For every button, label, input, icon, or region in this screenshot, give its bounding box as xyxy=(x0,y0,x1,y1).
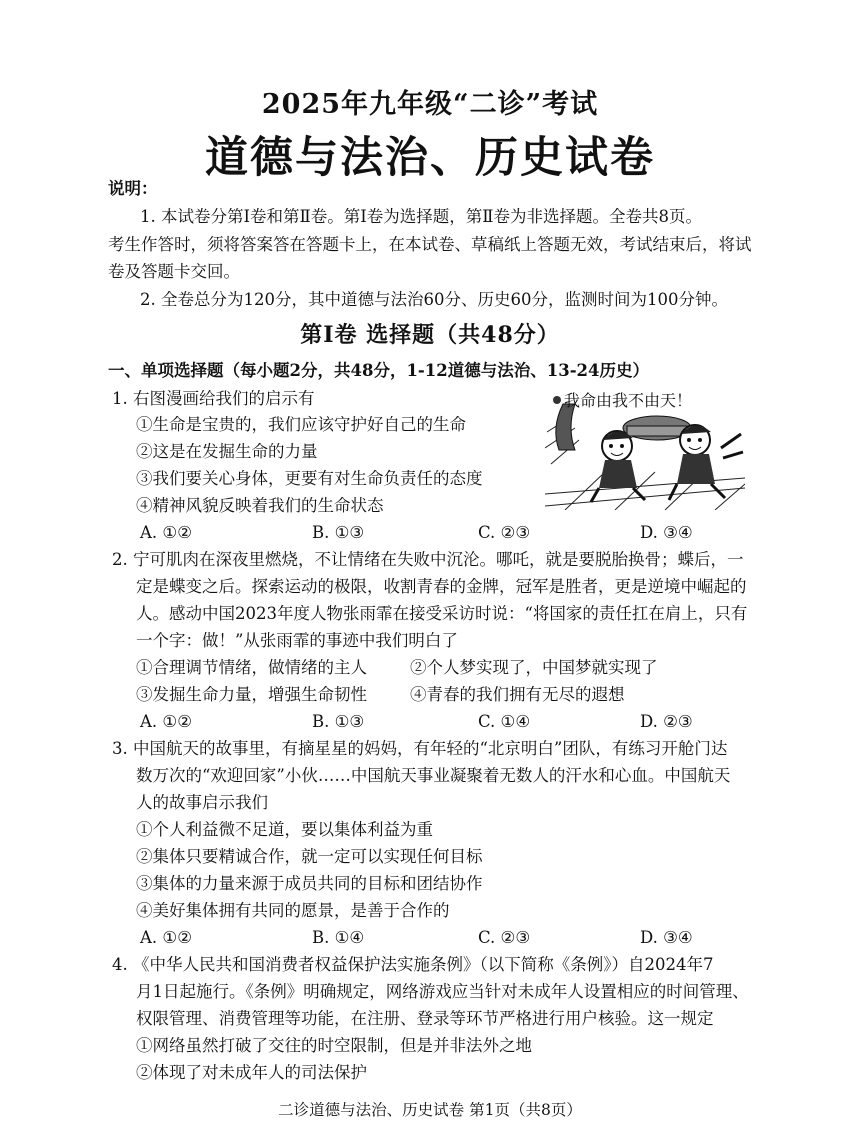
question-1-item: ③我们要关心身体，更要有对生命负责任的态度 xyxy=(136,469,483,488)
question-1-options xyxy=(0,522,860,544)
question-4-item: ②体现了对未成年人的司法保护 xyxy=(136,1063,367,1082)
question-1-item: ②这是在发掘生命的力量 xyxy=(136,442,318,461)
exam-title: 2025年九年级“二诊”考试 xyxy=(261,89,599,120)
option-a: A. ①② xyxy=(140,523,192,542)
option-a: A. ①② xyxy=(140,712,192,731)
option-c: C. ②③ xyxy=(478,523,531,542)
part-heading: 一、单项选择题（每小题2分，共48分，1-12道德与法治、13-24历史） xyxy=(108,361,650,380)
question-3-item: ②集体只要精诚合作，就一定可以实现任何目标 xyxy=(136,847,483,866)
page-footer: 二诊道德与法治、历史试卷 第1页（共8页） xyxy=(278,1101,582,1119)
option-b: B. ①③ xyxy=(312,712,365,731)
question-2-stem: 定是蝶变之后。探索运动的极限，收割青春的金牌，冠军是胜者，更是逆境中崛起的 xyxy=(136,577,747,596)
question-4-stem: 4. 《中华人民共和国消费者权益保护法实施条例》（以下简称《条例》）自2024年7 xyxy=(112,955,714,974)
question-3-item: ④美好集体拥有共同的愿景，是善于合作的 xyxy=(136,901,450,920)
option-c: C. ②③ xyxy=(478,928,531,947)
question-2-item: ②个人梦实现了，中国梦就实现了 xyxy=(410,658,658,677)
exam-subject-title: 道德与法治、历史试卷 xyxy=(205,133,655,183)
section-title: 第Ⅰ卷 选择题（共48分） xyxy=(300,322,560,348)
question-2-stem: 人。感动中国2023年度人物张雨霏在接受采访时说：“将国家的责任扛在肩上，只有 xyxy=(136,604,748,623)
question-3-stem: 人的故事启示我们 xyxy=(136,793,268,812)
notes-line: 2. 全卷总分为120分，其中道德与法治60分、历史60分，监测时间为100分钟。 xyxy=(140,290,728,309)
question-3-item: ①个人利益微不足道，要以集体利益为重 xyxy=(136,820,433,839)
question-2-options xyxy=(0,711,860,733)
option-d: D. ③④ xyxy=(640,928,693,947)
option-d: D. ②③ xyxy=(640,712,693,731)
question-1-item: ①生命是宝贵的，我们应该守护好自己的生命 xyxy=(136,415,466,434)
question-4-stem: 月1日起施行。《条例》明确规定，网络游戏应当针对未成年人设置相应的时间管理、 xyxy=(136,982,749,1001)
question-2-item: ①合理调节情绪，做情绪的主人 xyxy=(136,658,367,677)
question-4-item: ①网络虽然打破了交往的时空限制，但是并非法外之地 xyxy=(136,1036,532,1055)
question-3-item: ③集体的力量来源于成员共同的目标和团结协作 xyxy=(136,874,483,893)
question-2-item: ④青春的我们拥有无尽的遐想 xyxy=(410,685,625,704)
cartoon-caption: 我命由我不由天！ xyxy=(564,391,693,410)
question-3-options xyxy=(0,927,860,949)
notes-line: 卷及答题卡交回。 xyxy=(108,262,240,281)
question-1-item: ④精神风貌反映着我们的生命状态 xyxy=(136,496,384,515)
question-3-stem: 3. 中国航天的故事里，有摘星星的妈妈，有年轻的“北京明白”团队，有练习开舱门达 xyxy=(112,739,728,758)
question-2-item: ③发掘生命力量，增强生命韧性 xyxy=(136,685,367,704)
question-4-stem: 权限管理、消费管理等功能，在注册、登录等环节严格进行用户核验。这一规定 xyxy=(136,1009,714,1028)
option-b: B. ①④ xyxy=(312,928,365,947)
option-c: C. ①④ xyxy=(478,712,531,731)
notes-line: 1. 本试卷分第Ⅰ卷和第Ⅱ卷。第Ⅰ卷为选择题，第Ⅱ卷为非选择题。全卷共8页。 xyxy=(140,207,702,226)
question-3-stem: 数万次的“欢迎回家”小伙……中国航天事业凝聚着无数人的汗水和心血。中国航天 xyxy=(136,766,731,785)
notes-heading: 说明： xyxy=(108,179,158,198)
question-2-stem: 一个字：做！”从张雨霏的事迹中我们明白了 xyxy=(136,631,458,650)
option-b: B. ①③ xyxy=(312,523,365,542)
option-d: D. ③④ xyxy=(640,523,693,542)
notes-line: 考生作答时，须将答案答在答题卡上，在本试卷、草稿纸上答题无效，考试结束后，将试 xyxy=(108,235,752,254)
question-2-stem: 2. 宁可肌肉在深夜里燃烧，不让情绪在失败中沉沦。哪吒，就是要脱胎换骨；蝶后，一 xyxy=(112,550,744,569)
question-1-stem: 1. 右图漫画给我们的启示有 xyxy=(112,389,315,408)
option-a: A. ①② xyxy=(140,928,192,947)
